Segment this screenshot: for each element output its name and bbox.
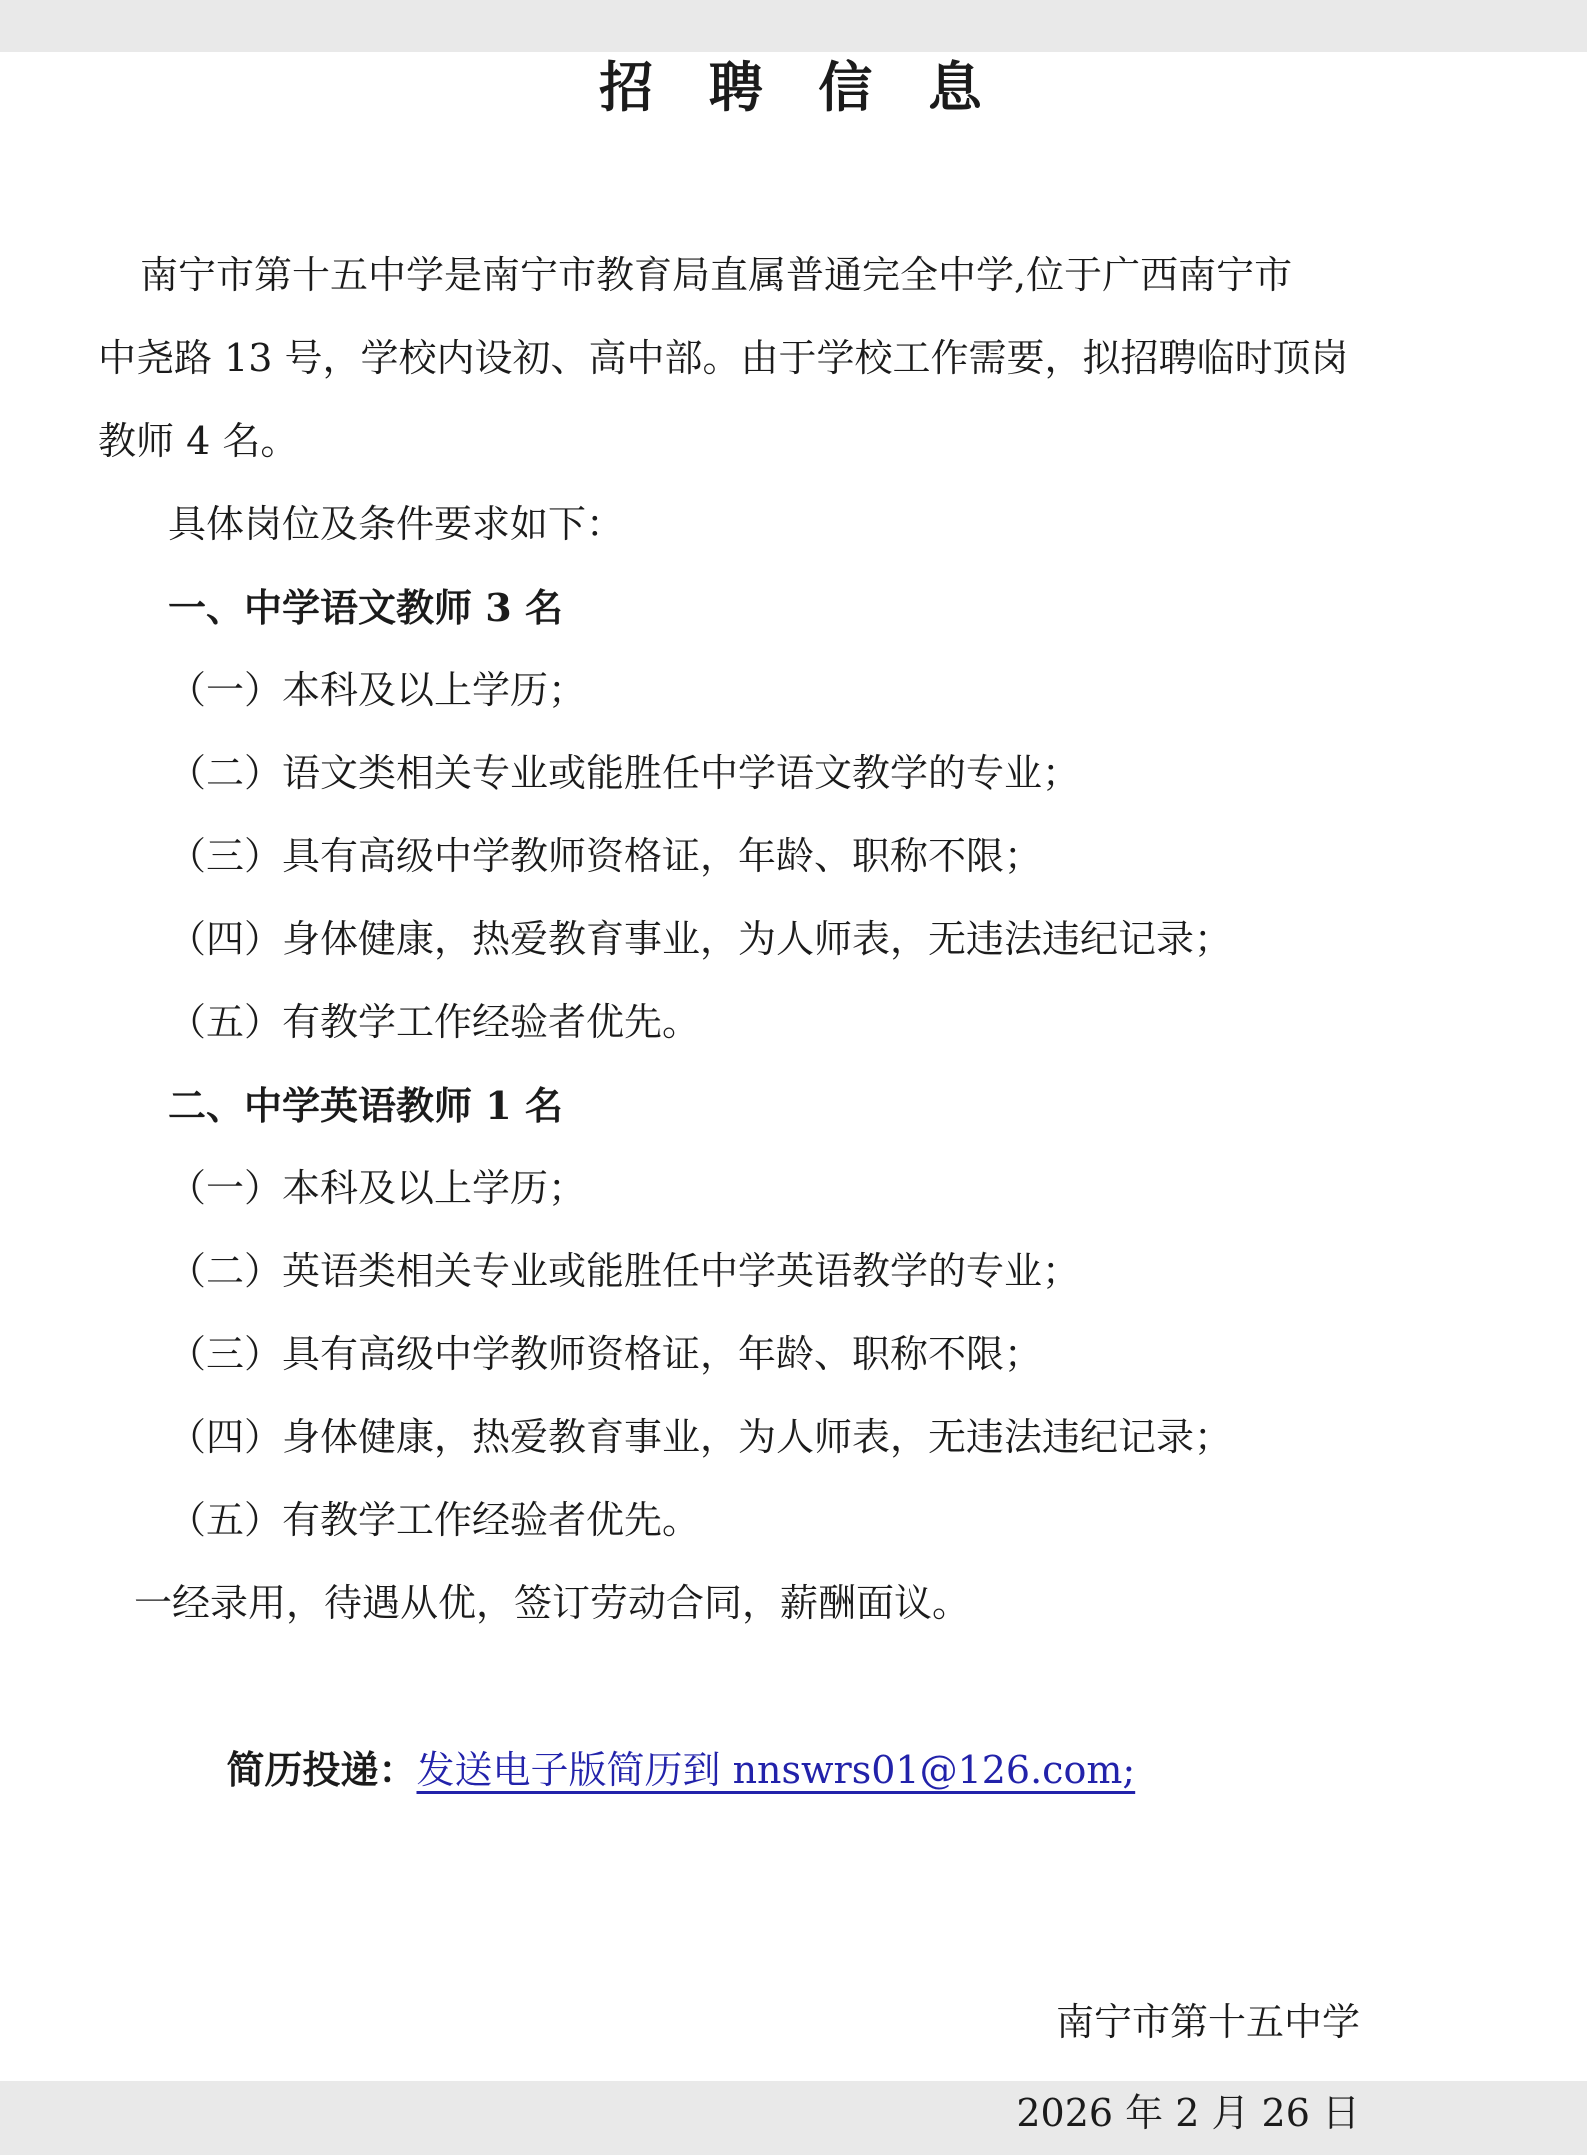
requirement-item: （四）身体健康，热爱教育事业，为人师表，无违法违纪记录； xyxy=(168,917,1233,961)
signature-block xyxy=(0,1981,1587,2155)
page-title: 招 聘 信 息 xyxy=(599,55,988,119)
signature-date: 2026 年 2 月 26 日 xyxy=(1016,2091,1360,2135)
requirement-item: （五）有教学工作经验者优先。 xyxy=(168,1498,701,1542)
closing-line: 一经录用，待遇从优，签订劳动合同，薪酬面议。 xyxy=(134,1581,971,1625)
resume-email-link[interactable]: 发送电子版简历到 nnswrs01@126.com; xyxy=(416,1748,1136,1792)
requirement-item: （三）具有高级中学教师资格证，年龄、职称不限； xyxy=(168,834,1043,878)
requirement-item: （五）有教学工作经验者优先。 xyxy=(168,1000,701,1044)
document-body xyxy=(0,234,1587,1895)
requirement-item: （四）身体健康，热爱教育事业，为人师表，无违法违纪记录； xyxy=(168,1415,1233,1459)
section-heading: 二、中学英语教师 1 名 xyxy=(168,1083,563,1128)
signature-school-name: 南宁市第十五中学 xyxy=(1055,2000,1360,2044)
requirement-item: （二）英语类相关专业或能胜任中学英语教学的专业； xyxy=(168,1249,1081,1293)
intro-paragraph xyxy=(98,234,1492,483)
requirement-item: （一）本科及以上学历； xyxy=(168,668,587,712)
section-english-teacher xyxy=(98,1064,1492,1562)
requirement-item: （三）具有高级中学教师资格证，年龄、职称不限； xyxy=(168,1332,1043,1376)
intro-line: 中尧路 13 号，学校内设初、高中部。由于学校工作需要，拟招聘临时顶岗 xyxy=(98,336,1349,380)
section-heading: 一、中学语文教师 3 名 xyxy=(168,585,563,630)
resume-label: 简历投递： xyxy=(226,1747,417,1792)
intro-line: 南宁市第十五中学是南宁市教育局直属普通完全中学,位于广西南宁市 xyxy=(140,253,1293,297)
requirement-item: （二）语文类相关专业或能胜任中学语文教学的专业； xyxy=(168,751,1081,795)
section-chinese-teacher xyxy=(98,566,1492,1064)
resume-delivery-line xyxy=(98,1645,1492,1895)
intro-line: 教师 4 名。 xyxy=(98,419,299,463)
recruitment-notice-page xyxy=(0,52,1587,2135)
requirement-item: （一）本科及以上学历； xyxy=(168,1166,587,1210)
lead-line: 具体岗位及条件要求如下： xyxy=(168,502,625,546)
